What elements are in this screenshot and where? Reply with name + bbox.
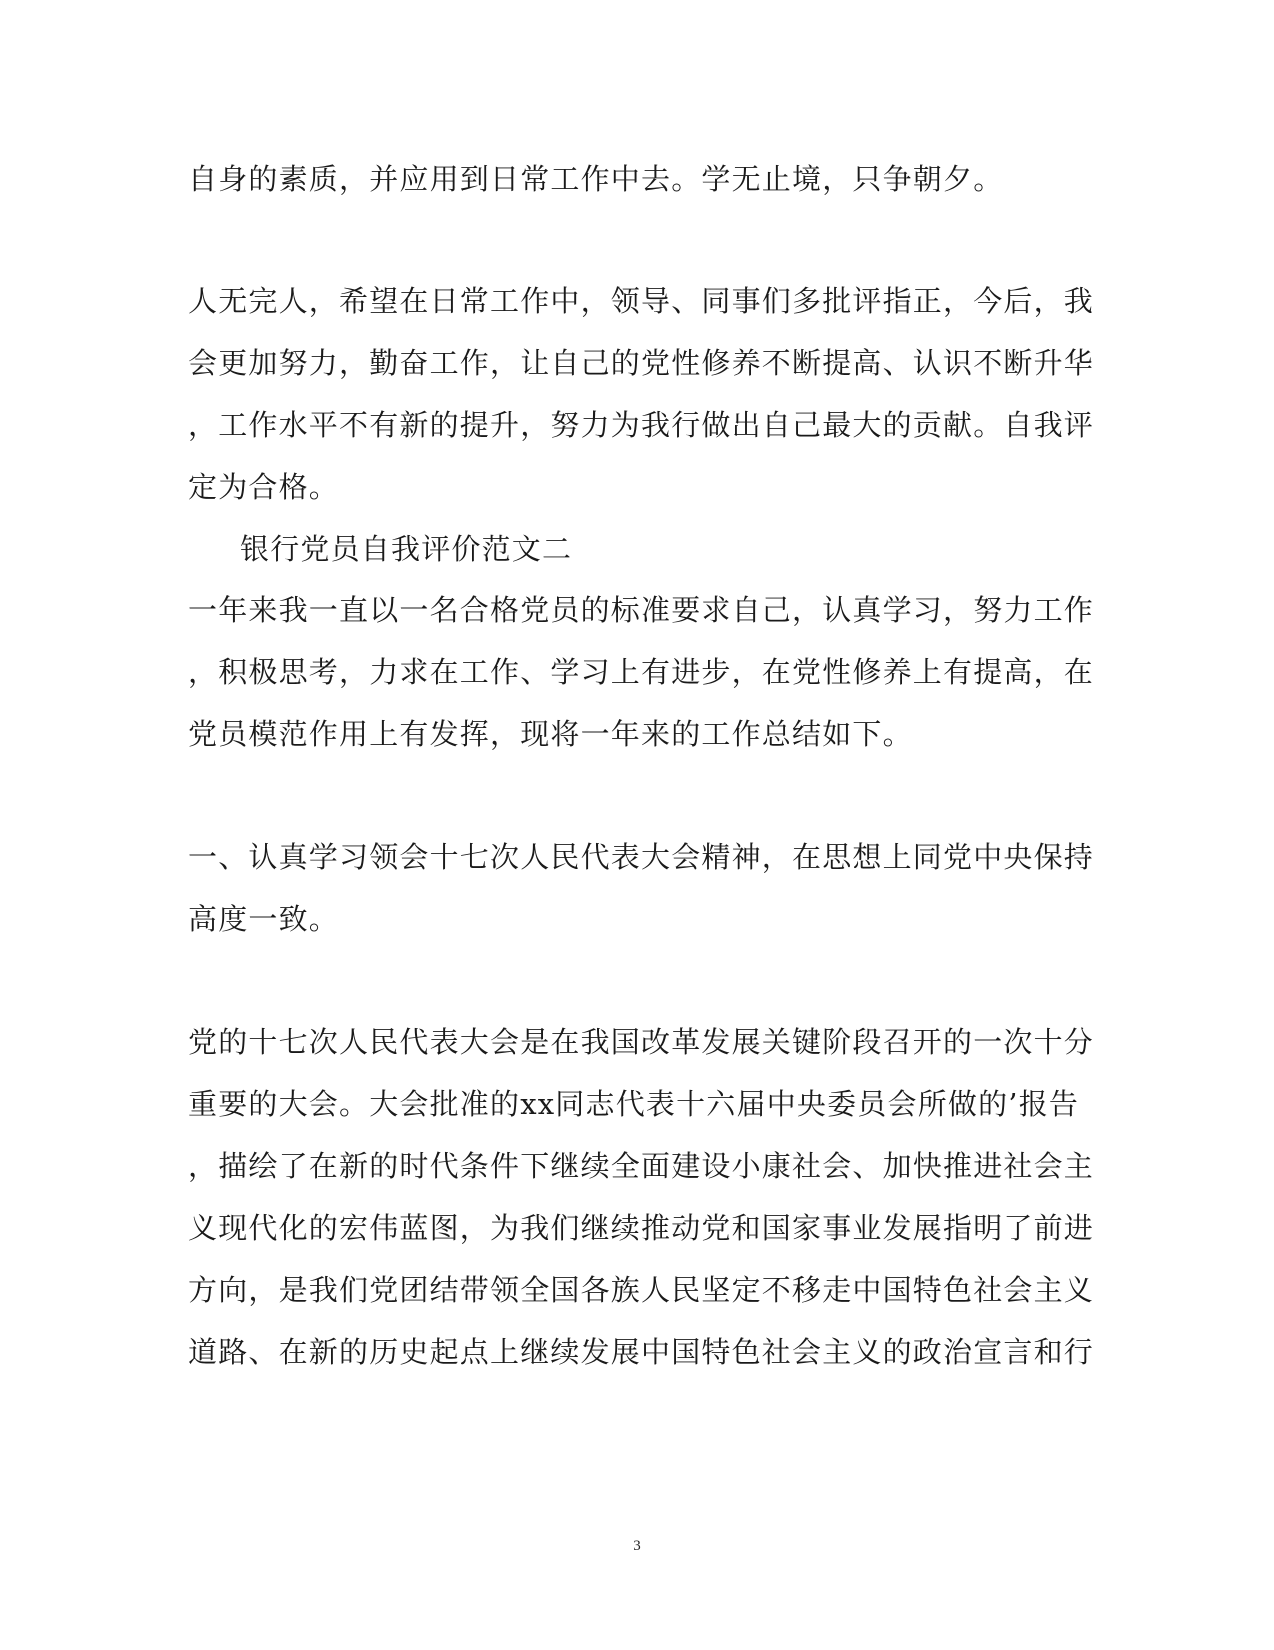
text-line: 人无完人，希望在日常工作中，领导、同事们多批评指正，今后，我 <box>188 284 1095 318</box>
text-line: 会更加努力，勤奋工作，让自己的党性修养不断提高、认识不断升华 <box>188 346 1095 380</box>
text-line: 一、认真学习领会十七次人民代表大会精神，在思想上同党中央保持 <box>188 840 1095 874</box>
text-line: 重要的大会。大会批准的xx同志代表十六届中央委员会所做的’报告 <box>188 1087 1080 1121</box>
text-line: 一年来我一直以一名合格党员的标准要求自己，认真学习，努力工作 <box>188 593 1095 627</box>
text-line: 道路、在新的历史起点上继续发展中国特色社会主义的政治宣言和行 <box>188 1335 1095 1369</box>
text-line: 自身的素质，并应用到日常工作中去。学无止境，只争朝夕。 <box>188 162 1004 196</box>
text-line: ，描绘了在新的时代条件下继续全面建设小康社会、加快推进社会主 <box>188 1149 1095 1183</box>
text-line: 定为合格。 <box>188 470 340 504</box>
text-line: ，工作水平不有新的提升，努力为我行做出自己最大的贡献。自我评 <box>188 408 1095 442</box>
text-line: 高度一致。 <box>188 902 340 936</box>
text-line: ，积极思考，力求在工作、学习上有进步，在党性修养上有提高，在 <box>188 655 1095 689</box>
text-line: 义现代化的宏伟蓝图，为我们继续推动党和国家事业发展指明了前进 <box>188 1211 1095 1245</box>
text-line: 党的十七次人民代表大会是在我国改革发展关键阶段召开的一次十分 <box>188 1025 1095 1059</box>
page-number: 3 <box>633 1538 641 1554</box>
text-line: 方向，是我们党团结带领全国各族人民坚定不移走中国特色社会主义 <box>188 1273 1095 1307</box>
text-line: 党员模范作用上有发挥，现将一年来的工作总结如下。 <box>188 717 913 751</box>
section-heading: 银行党员自我评价范文二 <box>240 532 573 566</box>
